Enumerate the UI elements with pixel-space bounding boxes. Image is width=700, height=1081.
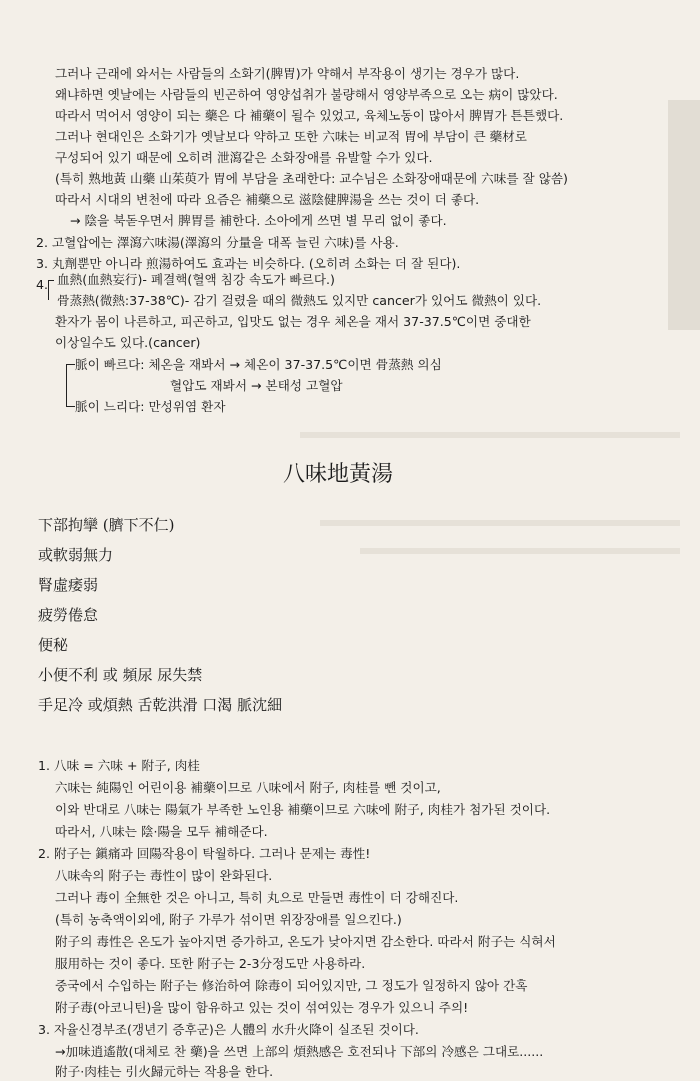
fast-pulse-line: 脈이 빠르다: 체온을 재봐서 → 체온이 37-37.5℃이면 骨蒸熱 의심 — [75, 357, 442, 372]
bleed-through-mark — [360, 548, 680, 554]
symptom-line: 下部拘攣 (臍下不仁) — [38, 516, 175, 534]
paragraph-line: 이상일수도 있다.(cancer) — [55, 335, 201, 350]
numbered-item-4-label: 4. — [36, 277, 49, 292]
bleed-through-mark — [300, 432, 680, 438]
fever-bracket-tick — [48, 280, 54, 281]
page-edge-shadow — [668, 100, 700, 330]
pulse-bracket-top — [66, 364, 75, 365]
bleed-through-mark — [320, 520, 680, 526]
paragraph-line: 중국에서 수입하는 附子는 修治하여 除毒이 되어있지만, 그 정도가 일정하지 않아 간혹 — [55, 978, 528, 993]
paragraph-line: →加味逍遙散(대체로 찬 藥)을 쓰면 上部의 煩熱感은 호전되나 下部의 冷感은 그대로...... — [55, 1044, 544, 1059]
paragraph-line: 附子毒(아코니틴)을 많이 함유하고 있는 것이 섞여있는 경우가 있으니 주의! — [55, 1000, 469, 1015]
symptom-line: 腎虛痿弱 — [38, 576, 99, 594]
symptom-line: 便秘 — [38, 636, 69, 654]
paragraph-line: 八味속의 附子는 毒性이 많이 완화된다. — [55, 868, 273, 883]
fever-bracket — [48, 280, 49, 300]
pulse-bracket — [66, 364, 67, 406]
paragraph-line: 따라서, 八味는 陰·陽을 모두 補해준다. — [55, 824, 268, 839]
blood-pressure-line: 혈압도 재봐서 → 본태성 고혈압 — [170, 378, 343, 393]
pulse-bracket-bottom — [66, 406, 75, 407]
slow-pulse-line: 脈이 느리다: 만성위염 환자 — [75, 399, 226, 414]
blood-heat-line: 血熱(血熱妄行)- 폐결핵(혈액 침강 속도가 빠르다.) — [57, 272, 335, 287]
paragraph-line: 따라서 먹어서 영양이 되는 藥은 다 補藥이 될수 있었고, 육체노동이 많아서 脾胃가 튼튼했다. — [55, 108, 564, 123]
paragraph-line: 그러나 근래에 와서는 사람들의 소화기(脾胃)가 약해서 부작용이 생기는 경우가 많다. — [55, 66, 520, 81]
prescription-title: 八味地黃湯 — [283, 462, 394, 487]
paragraph-line: 이와 반대로 八味는 陽氣가 부족한 노인용 補藥이므로 六味에 附子, 肉桂가 첨가된 것이다. — [55, 802, 551, 817]
paragraph-line: 환자가 몸이 나른하고, 피곤하고, 입맛도 없는 경우 체온을 재서 37-37.5℃이면 중대한 — [55, 314, 531, 329]
symptom-line: 或軟弱無力 — [38, 546, 114, 564]
paragraph-line: 그러나 현대인은 소화기가 옛날보다 약하고 또한 六味는 비교적 胃에 부담이 큰 藥材로 — [55, 129, 527, 144]
numbered-item: 2. 附子는 鎭痛과 回陽작용이 탁월하다. 그러나 문제는 毒性! — [38, 846, 371, 861]
symptom-line: 疲勞倦怠 — [38, 606, 99, 624]
numbered-item: 3. 丸劑뿐만 아니라 煎湯하여도 효과는 비슷하다. (오히려 소화는 더 잘 된다). — [36, 256, 461, 271]
paragraph-line: 附子·肉桂는 引火歸元하는 작용을 한다. — [55, 1064, 274, 1079]
paragraph-line: 그러나 毒이 全無한 것은 아니고, 특히 丸으로 만들면 毒性이 더 강해진다. — [55, 890, 459, 905]
paragraph-line: 왜냐하면 옛날에는 사람들의 빈곤하여 영양섭취가 불량해서 영양부족으로 오는 病이 많았다. — [55, 87, 558, 102]
paragraph-line: 服用하는 것이 좋다. 또한 附子는 2-3分정도만 사용하라. — [55, 956, 366, 971]
paragraph-line: → 陰을 북돋우면서 脾胃를 補한다. 소아에게 쓰면 별 무리 없이 좋다. — [70, 213, 447, 228]
paragraph-line: (특히 熟地黃 山藥 山茱萸가 胃에 부담을 초래한다: 교수님은 소화장애때문에 六味를 잘 않씀) — [55, 171, 568, 186]
paragraph-line: (특히 농축액이외에, 附子 가루가 섞이면 위장장애를 일으킨다.) — [55, 912, 402, 927]
symptom-line: 小便不利 或 頻尿 尿失禁 — [38, 666, 203, 684]
paragraph-line: 구성되어 있기 때문에 오히려 泄瀉같은 소화장애를 유발할 수가 있다. — [55, 150, 433, 165]
paragraph-line: 六味는 純陽인 어린이용 補藥이므로 八味에서 附子, 肉桂를 뺀 것이고, — [55, 780, 441, 795]
bone-steaming-fever-line: 骨蒸熱(微熱:37-38℃)- 감기 걸렸을 때의 微熱도 있지만 cancer가 있어도 微熱이 있다. — [57, 293, 542, 308]
paragraph-line: 附子의 毒性은 온도가 높아지면 증가하고, 온도가 낮아지면 감소한다. 따라서 附子는 식혀서 — [55, 934, 556, 949]
numbered-item: 2. 고혈압에는 澤瀉六味湯(澤瀉의 分量을 대폭 늘린 六味)를 사용. — [36, 235, 399, 250]
numbered-item: 3. 자율신경부조(갱년기 증후군)은 人體의 水升火降이 실조된 것이다. — [38, 1022, 419, 1037]
symptom-line: 手足冷 或煩熱 舌乾洪滑 口渴 脈沈細 — [38, 696, 283, 714]
paragraph-line: 따라서 시대의 변천에 따라 요즘은 補藥으로 滋陰健脾湯을 쓰는 것이 더 좋다. — [55, 192, 480, 207]
numbered-item: 1. 八味 = 六味 + 附子, 肉桂 — [38, 758, 200, 773]
